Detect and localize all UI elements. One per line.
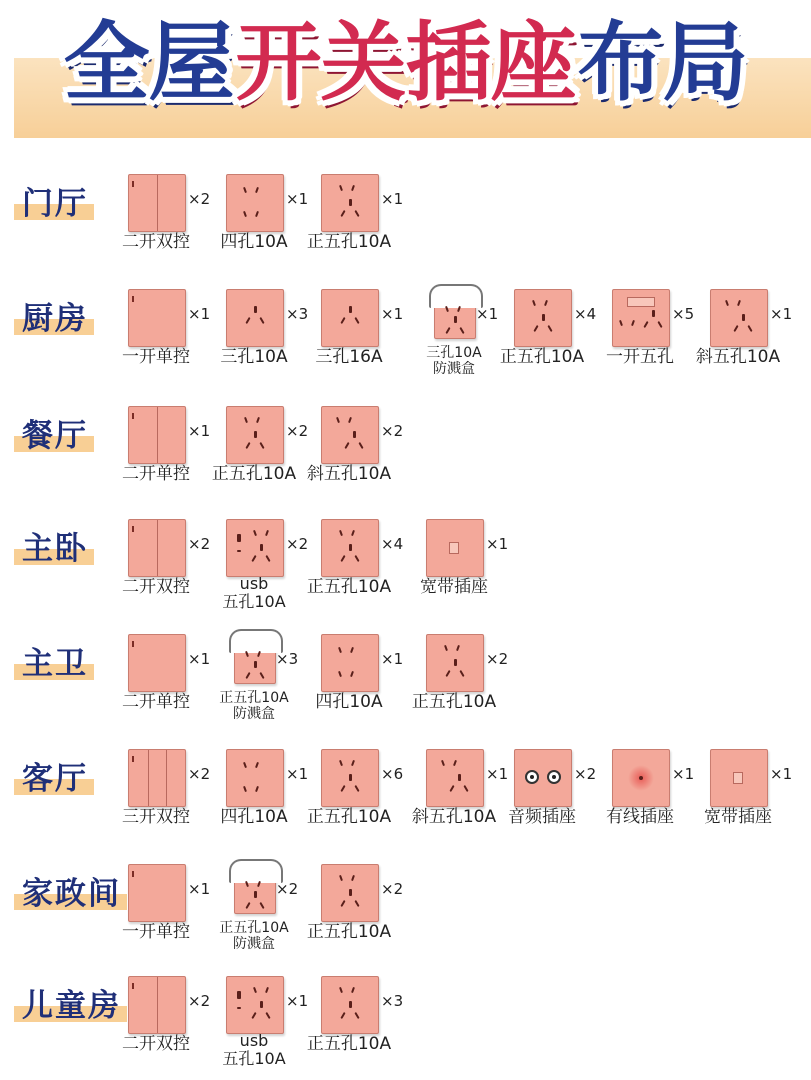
socket-hole [463,785,468,792]
quantity: ×5 [672,305,695,323]
socket-hole [338,647,342,653]
socket-hole [259,317,264,324]
socket-hole [339,530,343,536]
five-hole-socket-icon [426,634,484,692]
room-row [0,850,811,960]
socket-hole [737,300,741,306]
room-name-text: 儿童房 [22,987,121,1024]
fixture-label: 二开双控 [122,1034,190,1054]
socket-hole [245,442,250,449]
oblique-five-hole-socket-icon [426,749,484,807]
socket-hole [251,555,256,562]
room-name-text: 厨房 [22,300,88,337]
fixture-label: 二开双控 [122,577,190,597]
indicator-light [132,296,134,302]
socket-hole [445,670,450,677]
quantity: ×1 [381,305,404,323]
quantity: ×1 [476,305,499,323]
fixture-label: 正五孔10A [411,692,497,712]
room-name [14,980,121,1024]
fixture-label: 四孔10A [220,232,288,252]
socket-hole [260,1001,263,1008]
socket-hole [340,1012,345,1019]
fixture-label: 斜五孔10A [411,807,497,827]
fixture-label: 二开单控 [122,464,190,484]
socket-hole [725,300,729,306]
room-name-text: 餐厅 [22,417,88,454]
room-name [14,753,88,797]
quantity: ×4 [574,305,597,323]
five-hole-socket-icon [321,864,379,922]
socket-hole [339,760,343,766]
fixture-label: 一开五孔 [606,347,674,367]
fixture-item [606,735,722,845]
fixture-item [315,620,431,730]
page-title [18,4,793,122]
four-hole-socket-icon [321,634,379,692]
fixture-label [204,575,304,611]
splash-cover-socket-icon [234,642,276,684]
quantity: ×1 [486,535,509,553]
socket-hole [349,774,352,781]
fixture-label-line-1: 正五孔10A [219,690,289,706]
fixture-label-line-1: 正五孔10A [219,920,289,936]
fixture-label: 斜五孔10A [306,464,392,484]
coax-pin [639,776,643,780]
socket-hole [237,991,241,999]
socket-hole [351,185,355,191]
three-hole-socket-icon [226,289,284,347]
room-row [0,392,811,502]
room-name-text: 主卫 [22,645,88,682]
room-row [0,275,811,385]
socket-hole [747,325,752,332]
fixture-item [306,505,431,615]
room-name-text: 客厅 [22,760,88,797]
socket-hole [243,211,247,217]
fixture-item [306,735,431,845]
fixture-item [606,275,722,385]
quantity: ×2 [486,650,509,668]
socket-hole [336,417,340,423]
socket-hole [340,785,345,792]
fixture-label: 三开双控 [122,807,190,827]
socket-hole [544,300,548,306]
socket-hole [253,530,257,536]
socket-hole [542,314,545,321]
fixture-item [704,735,811,845]
socket-hole [354,900,359,907]
fixture-label: 二开单控 [122,692,190,712]
five-hole-socket-icon [321,519,379,577]
single-gang-switch-icon [128,864,186,922]
switch-gang [129,750,167,806]
socket-hole [349,1001,352,1008]
socket-hole [349,544,352,551]
room-row [0,160,811,270]
socket-hole [243,187,247,193]
fixture-label-line-2: 防溅盒 [233,706,275,722]
room-row [0,962,811,1072]
socket-hole [351,530,355,536]
socket-hole [349,306,352,313]
socket-hole [742,314,745,321]
fixture-label-line-1: usb [239,1031,269,1050]
fixture-item [122,275,238,385]
title-part-3: 布局 [577,13,748,113]
socket-hole [351,760,355,766]
socket-hole [349,199,352,206]
socket-hole [353,431,356,438]
socket-hole [237,1007,241,1009]
socket-hole [338,671,342,677]
triple-gang-switch-icon [128,749,186,807]
double-gang-switch-icon [128,976,186,1034]
room-row [0,735,811,845]
fixture-label: 正五孔10A [306,232,392,252]
broadband-socket-icon [710,749,768,807]
fixture-item [220,275,336,385]
socket-hole [259,672,264,679]
rj45-port [449,542,459,554]
room-name-text: 家政间 [22,875,121,912]
socket-hole [351,875,355,881]
socket-hole [631,320,635,326]
socket-hole [340,317,345,324]
room-name-text: 主卧 [22,530,88,567]
socket-hole [454,316,457,323]
audio-socket-icon [514,749,572,807]
indicator-light [132,756,134,762]
room-name [14,638,88,682]
quantity: ×1 [672,765,695,783]
fixture-label: 宽带插座 [420,577,488,597]
socket-hole [245,672,250,679]
header [0,0,811,140]
double-gang-switch-icon [128,519,186,577]
fixture-label: 四孔10A [220,807,288,827]
socket-hole [348,417,352,423]
indicator-light [132,526,134,532]
socket-hole [255,187,259,193]
room-row [0,620,811,730]
double-gang-switch-icon [128,174,186,232]
fixture-label: 有线插座 [606,807,674,827]
indicator-light [132,181,134,187]
fixture-item [306,160,431,270]
five-hole-socket-icon [226,406,284,464]
fixture-label-line-2: 五孔10A [222,592,286,611]
quantity: ×1 [188,422,211,440]
socket-hole [458,774,461,781]
splash-cover [429,284,483,308]
fixture-item [306,850,431,960]
room-name [14,410,88,454]
socket-hole [237,550,241,552]
quantity: ×1 [188,650,211,668]
socket-hole [243,786,247,792]
quantity: ×3 [276,650,299,668]
fixture-label: 斜五孔10A [695,347,781,367]
five-hole-socket-icon [321,976,379,1034]
socket-hole [444,645,448,651]
socket-hole [243,762,247,768]
fixture-item [122,735,238,845]
fixture-label: 正五孔10A [499,347,585,367]
quantity: ×6 [381,765,404,783]
socket-hole [255,762,259,768]
quantity: ×2 [381,422,404,440]
four-hole-socket-icon [226,749,284,807]
fixture-label: 二开双控 [122,232,190,252]
socket-hole [256,417,260,423]
socket-hole [257,881,261,887]
fixture-label [204,690,304,722]
five-hole-socket-icon [514,289,572,347]
quantity: ×3 [381,992,404,1010]
quantity: ×2 [188,992,211,1010]
single-gang-switch-icon [128,634,186,692]
socket-hole [265,530,269,536]
socket-hole [339,987,343,993]
room-name [14,868,121,912]
quantity: ×2 [286,535,309,553]
socket-hole [265,555,270,562]
quantity: ×1 [770,765,793,783]
usb-five-hole-socket-icon [226,976,284,1034]
fixture-item [499,275,624,385]
socket-hole [265,987,269,993]
socket-hole [354,555,359,562]
fixture-item [222,962,336,1072]
socket-hole [459,670,464,677]
fixture-label-line-2: 五孔10A [222,1049,286,1068]
fixture-label-line-2: 防溅盒 [433,361,475,377]
fixture-label: 三孔10A [220,347,288,367]
fixture-item [220,735,336,845]
quantity: ×2 [188,535,211,553]
rocker-switch [627,297,655,307]
single-gang-switch-icon [128,289,186,347]
indicator-light [132,983,134,989]
quantity: ×1 [188,305,211,323]
quantity: ×1 [188,880,211,898]
socket-hole [340,900,345,907]
four-hole-socket-icon [226,174,284,232]
quantity: ×2 [574,765,597,783]
fixture-label: 正五孔10A [306,1034,392,1054]
five-hole-socket-icon [321,174,379,232]
socket-hole [245,317,250,324]
audio-port [547,770,561,784]
socket-hole [354,210,359,217]
socket-hole [340,555,345,562]
socket-hole [445,327,450,334]
socket-hole [253,987,257,993]
quantity: ×1 [286,992,309,1010]
fixture-item [420,505,536,615]
socket-hole [340,210,345,217]
socket-hole [454,659,457,666]
room-name [14,523,88,567]
room-name-text: 门厅 [22,185,88,222]
quantity: ×1 [286,190,309,208]
socket-hole [733,325,738,332]
oblique-five-hole-socket-icon [710,289,768,347]
broadband-socket-icon [426,519,484,577]
indicator-light [132,413,134,419]
fixture-item [220,160,336,270]
socket-hole [339,875,343,881]
usb-five-hole-socket-icon [226,519,284,577]
fixture-item [306,962,431,1072]
socket-hole [449,785,454,792]
socket-hole [457,306,461,312]
socket-hole [354,1012,359,1019]
fixture-item [211,392,336,502]
fixture-label-line-1: 三孔10A [426,345,482,361]
indicator-light [132,641,134,647]
oblique-five-hole-socket-icon [321,406,379,464]
fixture-label [204,1032,304,1068]
socket-hole [354,785,359,792]
socket-hole [358,442,363,449]
switch-five-hole-socket-icon [612,289,670,347]
fixture-label-line-2: 防溅盒 [233,936,275,952]
socket-hole [533,325,538,332]
fixture-label: 一开单控 [122,347,190,367]
fixture-item [222,505,336,615]
quantity: ×1 [381,190,404,208]
socket-hole [259,442,264,449]
fixture-item [411,620,536,730]
fixture-item [122,392,238,502]
quantity: ×4 [381,535,404,553]
socket-hole [351,987,355,993]
socket-hole [643,321,648,328]
socket-hole [339,185,343,191]
quantity: ×1 [486,765,509,783]
splash-cover [229,629,283,653]
quantity: ×3 [286,305,309,323]
splash-cover-socket-icon [434,297,476,339]
splash-cover [229,859,283,883]
socket-hole [260,544,263,551]
three-hole-16a-socket-icon [321,289,379,347]
socket-hole [350,671,354,677]
room-row [0,505,811,615]
socket-hole [349,889,352,896]
fixture-label: 四孔10A [315,692,383,712]
socket-hole [254,431,257,438]
socket-hole [350,647,354,653]
five-hole-socket-icon [321,749,379,807]
fixture-item [219,850,336,960]
fixture-label: 正五孔10A [306,922,392,942]
quantity: ×1 [286,765,309,783]
quantity: ×2 [286,422,309,440]
socket-hole [547,325,552,332]
socket-hole [619,320,623,326]
fixture-item [306,392,431,502]
quantity: ×2 [276,880,299,898]
socket-hole [652,310,655,317]
socket-hole [254,661,257,668]
title-part-1: 全屋 [63,13,234,113]
fixture-label: 三孔16A [315,347,383,367]
fixture-label: 一开单控 [122,922,190,942]
indicator-light [132,871,134,877]
audio-port [525,770,539,784]
fixture-label: 正五孔10A [306,807,392,827]
socket-hole [265,1012,270,1019]
rj45-port [733,772,743,784]
socket-hole [254,891,257,898]
socket-hole [255,211,259,217]
socket-hole [257,651,261,657]
socket-hole [456,645,460,651]
double-gang-switch-icon [128,406,186,464]
socket-hole [453,760,457,766]
fixture-label: 正五孔10A [211,464,297,484]
fixture-label [404,345,504,377]
quantity: ×1 [770,305,793,323]
socket-hole [254,306,257,313]
fixture-label: 音频插座 [508,807,576,827]
fixture-label: 正五孔10A [306,577,392,597]
fixture-label-line-1: usb [239,574,269,593]
socket-hole [532,300,536,306]
fixture-label [204,920,304,952]
quantity: ×2 [188,765,211,783]
splash-cover-socket-icon [234,872,276,914]
quantity: ×2 [188,190,211,208]
quantity: ×2 [381,880,404,898]
fixture-label: 宽带插座 [704,807,772,827]
socket-hole [459,327,464,334]
fixture-item [122,160,238,270]
room-name [14,178,88,222]
socket-hole [245,902,250,909]
fixture-item [508,735,624,845]
socket-hole [259,902,264,909]
socket-hole [251,1012,256,1019]
socket-hole [354,317,359,324]
socket-hole [237,534,241,542]
quantity: ×1 [381,650,404,668]
cable-tv-socket-icon [612,749,670,807]
fixture-item [219,620,336,730]
room-name [14,293,88,337]
socket-hole [657,321,662,328]
socket-hole [344,442,349,449]
fixture-item [695,275,811,385]
socket-hole [244,417,248,423]
socket-hole [441,760,445,766]
socket-hole [255,786,259,792]
title-part-2: 开关插座 [235,13,576,113]
